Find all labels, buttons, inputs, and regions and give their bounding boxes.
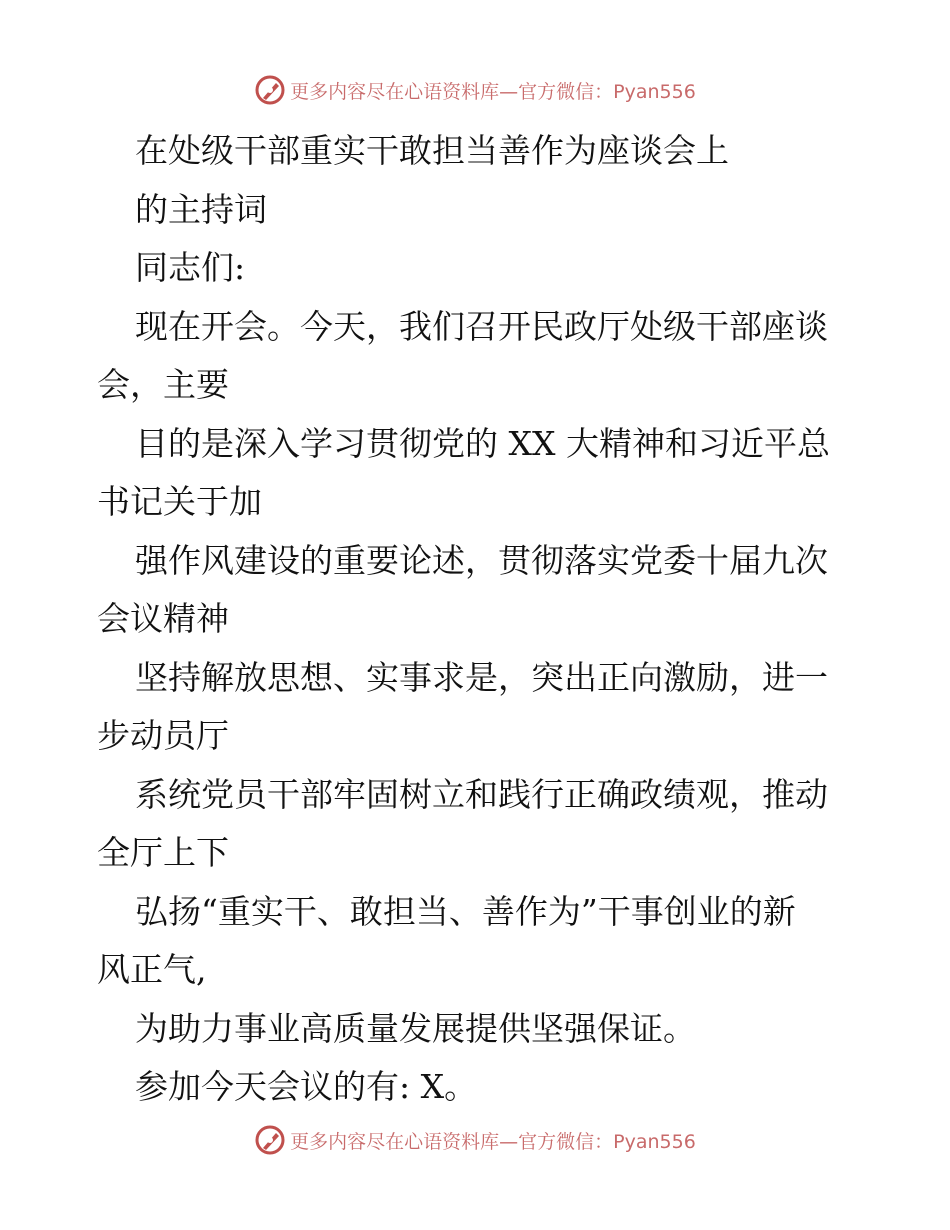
- document-line: 现在开会。今天，我们召开民政厅处级干部座谈: [135, 306, 828, 346]
- pen-logo-icon: [254, 74, 286, 106]
- watermark-text: 更多内容尽在心语资料库—官方微信：Pyan556: [290, 80, 696, 103]
- watermark-footer: [0, 1124, 950, 1156]
- document-line: 同志们:: [135, 248, 246, 287]
- document-body: [97, 122, 857, 1117]
- document-line: 全厅上下: [97, 833, 229, 872]
- document-line: 会，主要: [97, 365, 229, 404]
- document-line: 参加今天会议的有: X。: [135, 1067, 478, 1106]
- pen-logo-icon: [254, 1124, 286, 1156]
- document-line: 的主持词: [135, 189, 267, 229]
- watermark-text: 更多内容尽在心语资料库—官方微信：Pyan556: [290, 1130, 696, 1153]
- document-line: 会议精神: [97, 599, 229, 638]
- document-line: 书记关于加: [97, 482, 262, 521]
- document-line: 弘扬“重实干、敢担当、善作为”干事创业的新: [135, 891, 796, 931]
- document-line: 风正气,: [97, 950, 207, 989]
- document-line: 系统党员干部牢固树立和践行正确政绩观，推动: [135, 774, 828, 814]
- document-line: 坚持解放思想、实事求是，突出正向激励，进一: [135, 657, 828, 697]
- document-line: 在处级干部重实干敢担当善作为座谈会上: [135, 131, 729, 170]
- document-line: 目的是深入学习贯彻党的 XX 大精神和习近平总: [135, 423, 830, 463]
- document-line: 强作风建设的重要论述，贯彻落实党委十届九次: [135, 540, 828, 580]
- document-line: 步动员厅: [97, 716, 229, 755]
- watermark-header: [0, 74, 950, 106]
- document-line: 为助力事业高质量发展提供坚强保证。: [135, 1008, 696, 1048]
